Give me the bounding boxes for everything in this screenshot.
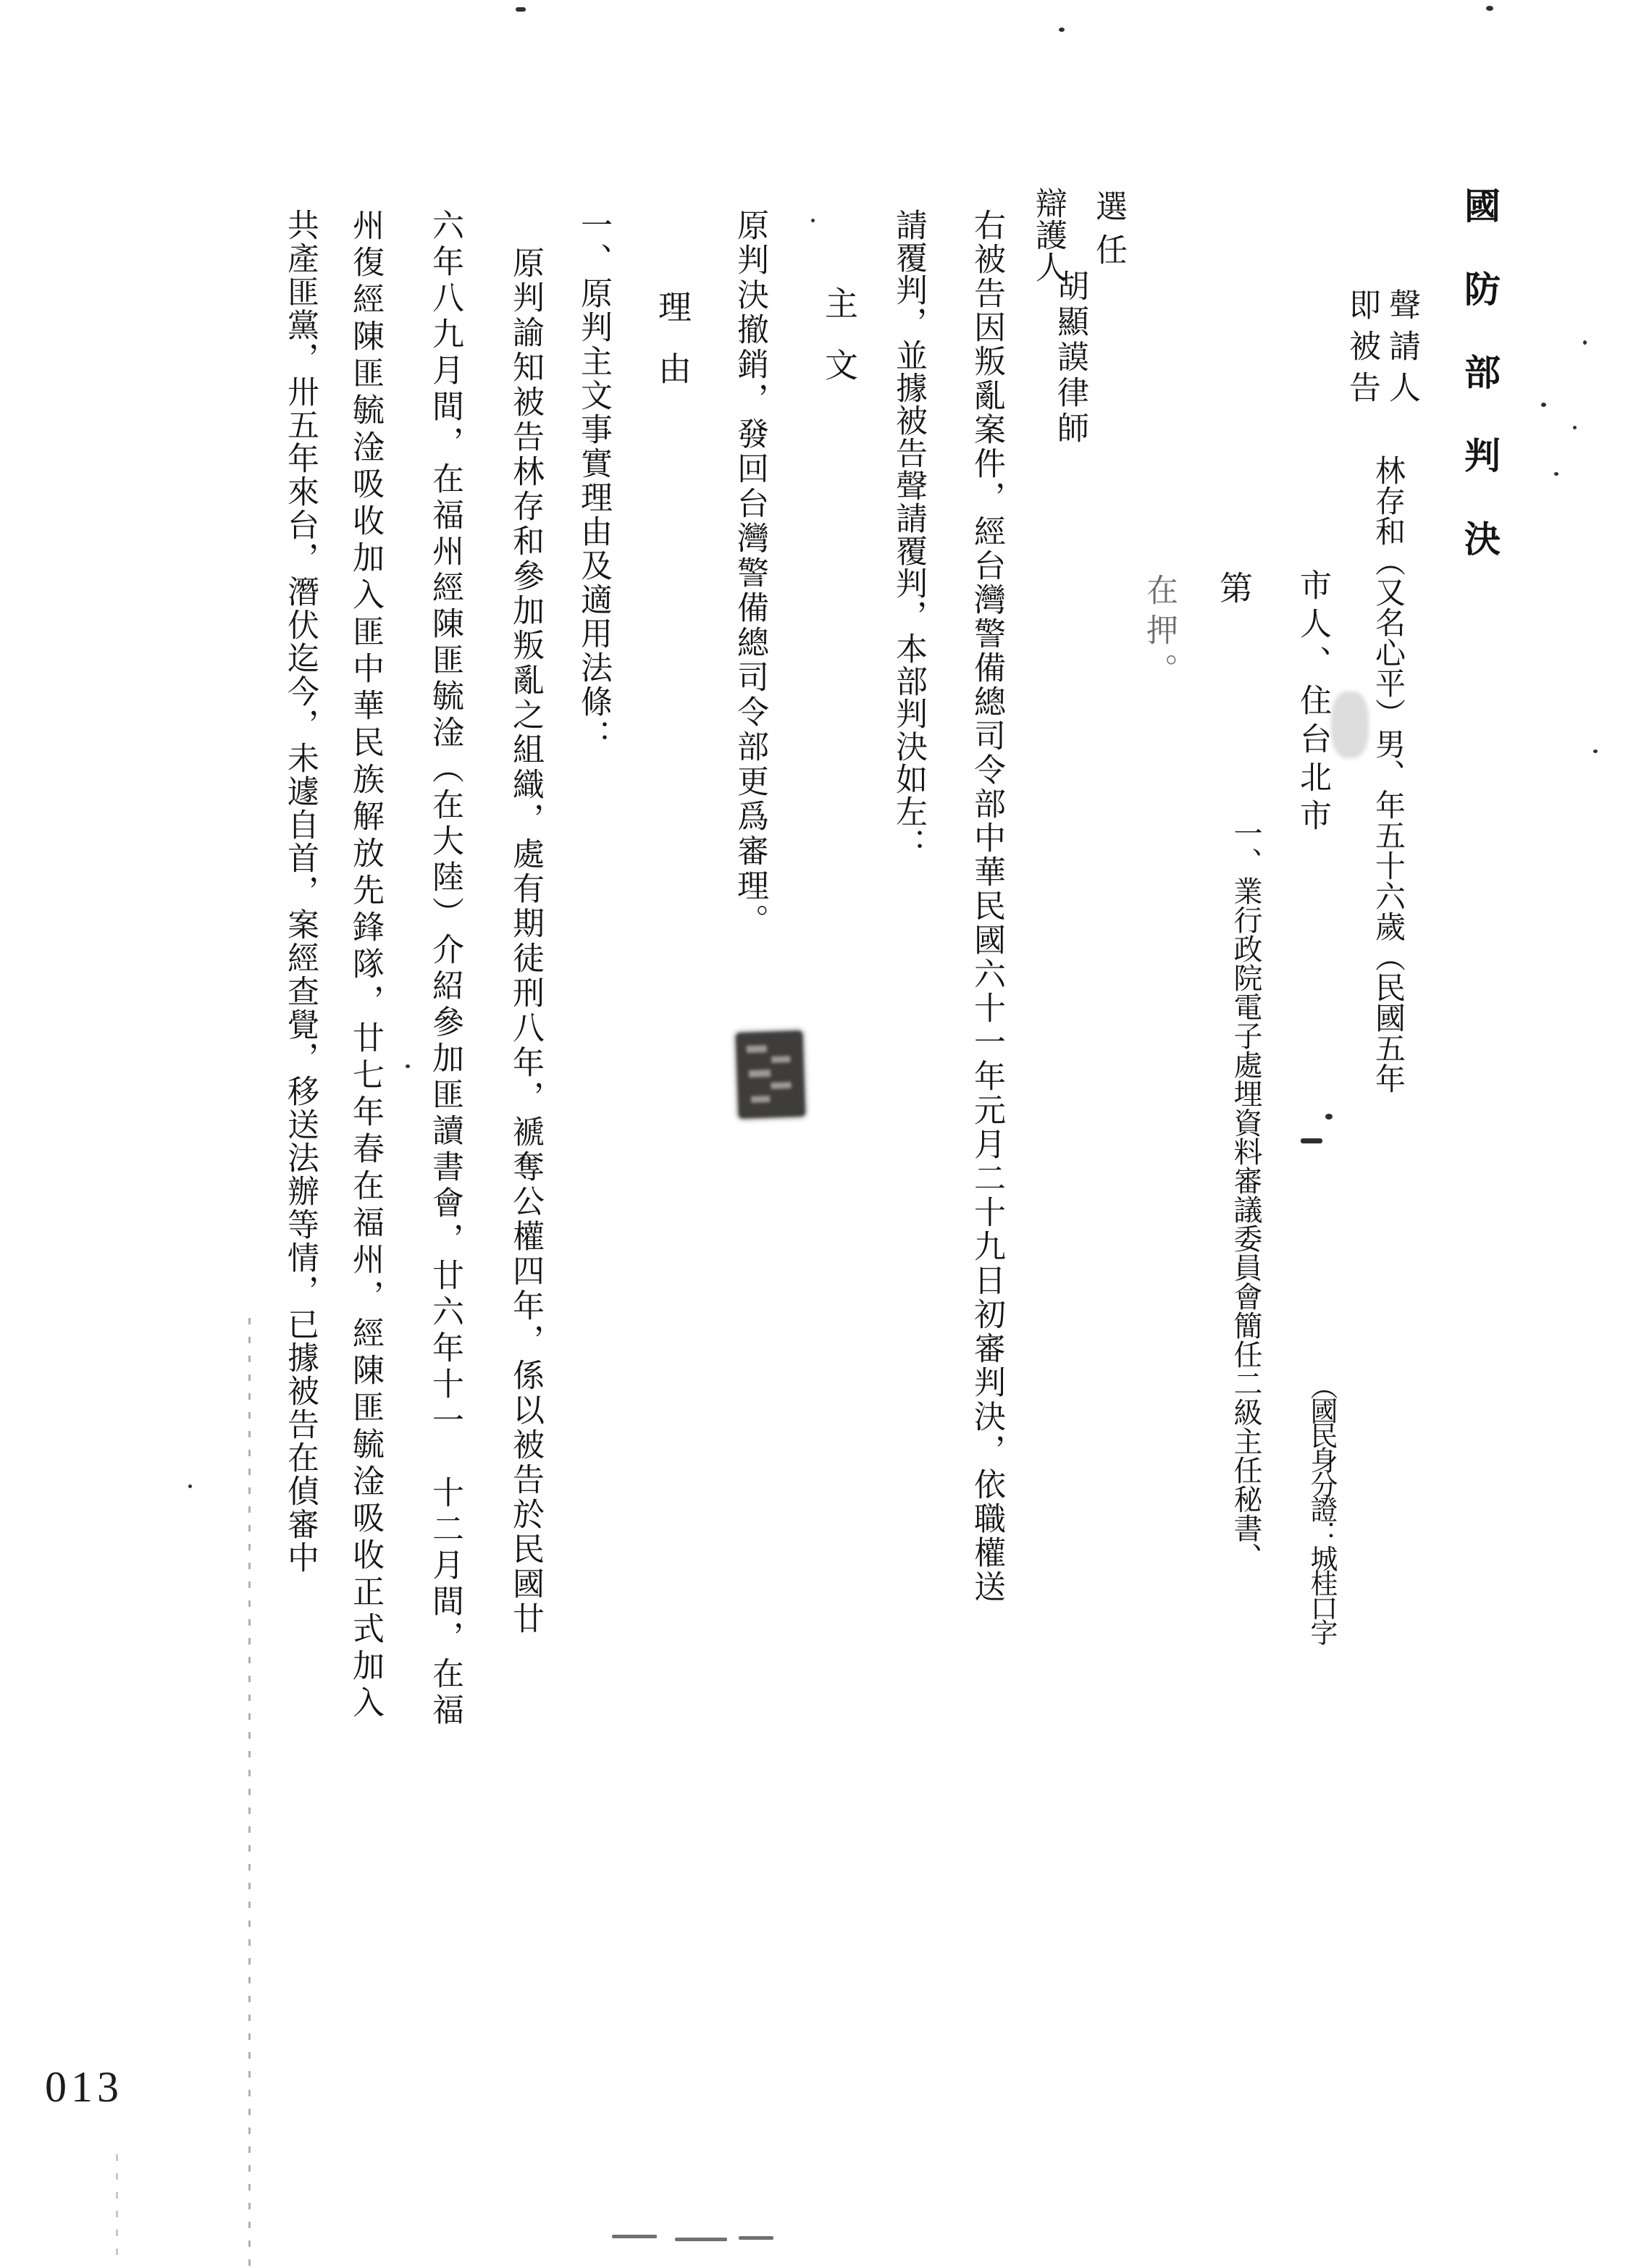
- defendant-info-line-3: 第: [1215, 571, 1252, 605]
- judgment-intro-line-2: 請覆判，並據被告聲請覆判，本部判決如左：: [891, 209, 926, 860]
- scan-speck: [1593, 749, 1598, 753]
- reason-text-2: 六年八九月間，在福州經陳匪毓淦（在大陸）介紹參加匪讀書會，廿六年十一 十二月間，在福: [427, 209, 463, 1729]
- scan-speck: [1573, 426, 1577, 429]
- scan-smudge: [1331, 692, 1369, 758]
- defendant-info-line-2: 市人、住台北市: [1295, 568, 1330, 837]
- reason-text-1: 原判諭知被告林存和參加叛亂之組織，處有期徒刑八年，褫奪公權四年，係以被告於民國廿: [508, 246, 543, 1637]
- applicant-label-right: 聲請人: [1384, 288, 1419, 412]
- main-text: 原判決撤銷，發回台灣警備總司令部更爲審理。: [732, 209, 768, 938]
- reason-heading: 理由: [654, 290, 691, 413]
- counsel-label-right: 選任: [1091, 190, 1126, 277]
- judgment-intro-line-1: 右被告因叛亂案件，經台灣警備總司令部中華民國六十一年元月二十九日初審判決，依職權送: [969, 209, 1004, 1604]
- court-seal-stamp: [736, 1030, 805, 1118]
- scan-speck: [1583, 340, 1587, 345]
- defendant-info-line-4: 一、業行政院電子處埋資料審議委員會簡任二級主任秘書、: [1230, 818, 1262, 1571]
- scan-speck: [1486, 6, 1493, 11]
- document-title: 國防部判決: [1459, 187, 1500, 603]
- scan-speck: [188, 1484, 192, 1488]
- counsel-label-left: 辯護人: [1031, 187, 1066, 282]
- scan-edge-dash: [612, 2235, 657, 2238]
- reason-text-3: 州復經陳匪毓淦吸收加入匪中華民族解放先鋒隊，廿七年春在福州，經陳匪毓淦吸收正式加入: [348, 209, 383, 1723]
- scan-fold-dotted-line-short: [116, 2154, 118, 2267]
- scan-speck: [1301, 1138, 1322, 1143]
- reason-item-1: 一、原判主文事實理由及適用法條：: [576, 209, 611, 753]
- scan-speck: [516, 7, 526, 12]
- scan-speck: [1554, 472, 1558, 476]
- scan-fold-dotted-line: [248, 1318, 251, 2268]
- scan-edge-dash: [739, 2236, 773, 2240]
- page-number: 013: [45, 2063, 123, 2111]
- defendant-info-line-5: （國民身分證：城桂口字: [1306, 1372, 1336, 1643]
- scan-edge-dash: [675, 2238, 727, 2241]
- scan-speck: [811, 219, 815, 222]
- scan-speck: [406, 1064, 410, 1068]
- defendant-custody-status: 在押。: [1141, 574, 1177, 693]
- scan-speck: [1059, 28, 1065, 32]
- reason-text-4: 共產匪黨，卅五年來台，潛伏迄今，未遽自首，案經查覺，移送法辦等情，已據被告在偵審中: [282, 209, 318, 1574]
- applicant-label-left: 即被告: [1344, 288, 1380, 412]
- counsel-name: 胡顯謨律師: [1052, 269, 1088, 447]
- scan-speck: [1541, 403, 1546, 407]
- main-text-heading: 主文: [821, 286, 857, 409]
- scan-speck: [1325, 1114, 1333, 1120]
- defendant-info-line-1: 林存和（又名心平）男、年五十六歲（民國五年: [1371, 455, 1404, 1093]
